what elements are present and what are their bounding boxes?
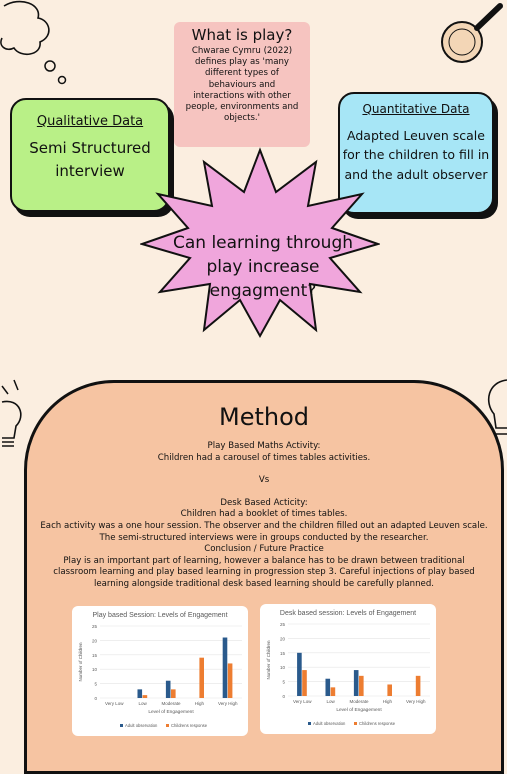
bar-children <box>302 670 307 696</box>
method-line: Vs <box>258 475 270 486</box>
bar-adult <box>166 681 171 698</box>
x-axis-label: Level of Engagement <box>148 710 194 715</box>
y-axis-label: Number of Children <box>266 640 271 680</box>
y-tick-label: 25 <box>279 622 285 627</box>
y-tick-label: 0 <box>94 696 97 701</box>
bar-children <box>359 676 364 696</box>
thought-bubble-icon <box>0 0 80 95</box>
method-line: Play Based Maths Activity: <box>207 441 321 451</box>
x-tick-label: Very High <box>406 699 426 704</box>
bar-children <box>199 658 204 698</box>
what-is-play-title: What is play? <box>191 26 293 44</box>
x-tick-label: Low <box>138 701 147 706</box>
what-is-play-text: Chwarae Cymru (2022) defines play as 'many different types of behaviours and interactions with other people, environments and objects.' <box>185 46 299 124</box>
x-tick-label: Moderate <box>349 699 369 704</box>
y-tick-label: 15 <box>91 652 97 658</box>
legend-swatch <box>166 724 169 727</box>
method-line: Children had a carousel of times tables activities. <box>157 452 371 463</box>
x-tick-label: Very Low <box>292 699 312 704</box>
legend-label: Childrens response <box>359 721 396 726</box>
legend-swatch <box>354 722 357 725</box>
y-tick-label: 20 <box>91 638 97 644</box>
legend-swatch <box>308 722 311 725</box>
bar-children <box>171 689 176 698</box>
y-tick-label: 0 <box>282 694 285 699</box>
method-title: Method <box>218 403 309 431</box>
x-tick-label: Moderate <box>161 701 181 706</box>
x-tick-label: Very High <box>218 701 238 706</box>
method-line: Desk Based Acticity: <box>220 497 308 508</box>
bar-adult <box>297 653 302 696</box>
x-tick-label: High <box>382 699 393 704</box>
x-tick-label: Very Low <box>104 701 124 706</box>
research-question: Can learning through play increase engagment? <box>172 233 354 301</box>
legend-label: Adult observation <box>313 721 346 726</box>
quantitative-text: Adapted Leuven scale for the children to fill in and the adult observer <box>342 128 490 182</box>
y-tick-label: 5 <box>94 681 97 687</box>
what-is-play-box <box>174 22 310 147</box>
bar-adult <box>137 689 142 698</box>
chart-title: Play based Session: Levels of Engagement <box>92 612 228 619</box>
method-line: The semi-structured interviews were in groups conducted by the researcher. <box>99 532 429 543</box>
bar-adult <box>223 638 228 698</box>
bar-children <box>387 684 392 696</box>
bar-adult <box>325 679 330 696</box>
quantitative-title: Quantitative Data <box>362 102 470 116</box>
legend-swatch <box>120 724 123 727</box>
legend-label: Adult observation <box>125 723 158 728</box>
y-tick-label: 5 <box>282 679 285 685</box>
y-tick-label: 20 <box>279 636 285 642</box>
y-tick-label: 10 <box>91 667 97 673</box>
y-tick-label: 10 <box>279 665 285 671</box>
method-line: Children had a booklet of times tables. <box>180 509 348 520</box>
bar-children <box>416 676 421 696</box>
method-line: Each activity was a one hour session. The observer and the children filled out an adapted Leuven scale. <box>40 520 488 531</box>
x-tick-label: High <box>194 701 205 706</box>
legend-label: Childrens response <box>171 723 208 728</box>
y-tick-label: 15 <box>279 650 285 656</box>
qualitative-text: Semi Structured interview <box>29 139 151 181</box>
bar-children <box>143 695 148 698</box>
desk-based-chart <box>260 604 436 734</box>
bar-adult <box>354 670 359 696</box>
conclusion-heading: Conclusion / Future Practice <box>204 544 324 555</box>
bar-children <box>228 663 233 698</box>
qualitative-title: Qualitative Data <box>36 114 144 129</box>
x-axis-label: Level of Engagement <box>336 708 382 713</box>
play-based-chart <box>72 606 248 736</box>
x-tick-label: Low <box>326 699 335 704</box>
conclusion-text: Play is an important part of learning, however a balance has to be drawn between traditional classroom learning and play based learning in progression step 3. Careful injections of play based learning alongside traditional desk based learning should be carefully planned. <box>53 555 475 589</box>
bar-children <box>331 687 336 696</box>
y-axis-label: Number of Children <box>78 642 83 682</box>
chart-title: Desk based session: Levels of Engagement <box>279 610 417 617</box>
y-tick-label: 25 <box>91 624 97 629</box>
magnifying-glass-icon <box>430 0 507 80</box>
